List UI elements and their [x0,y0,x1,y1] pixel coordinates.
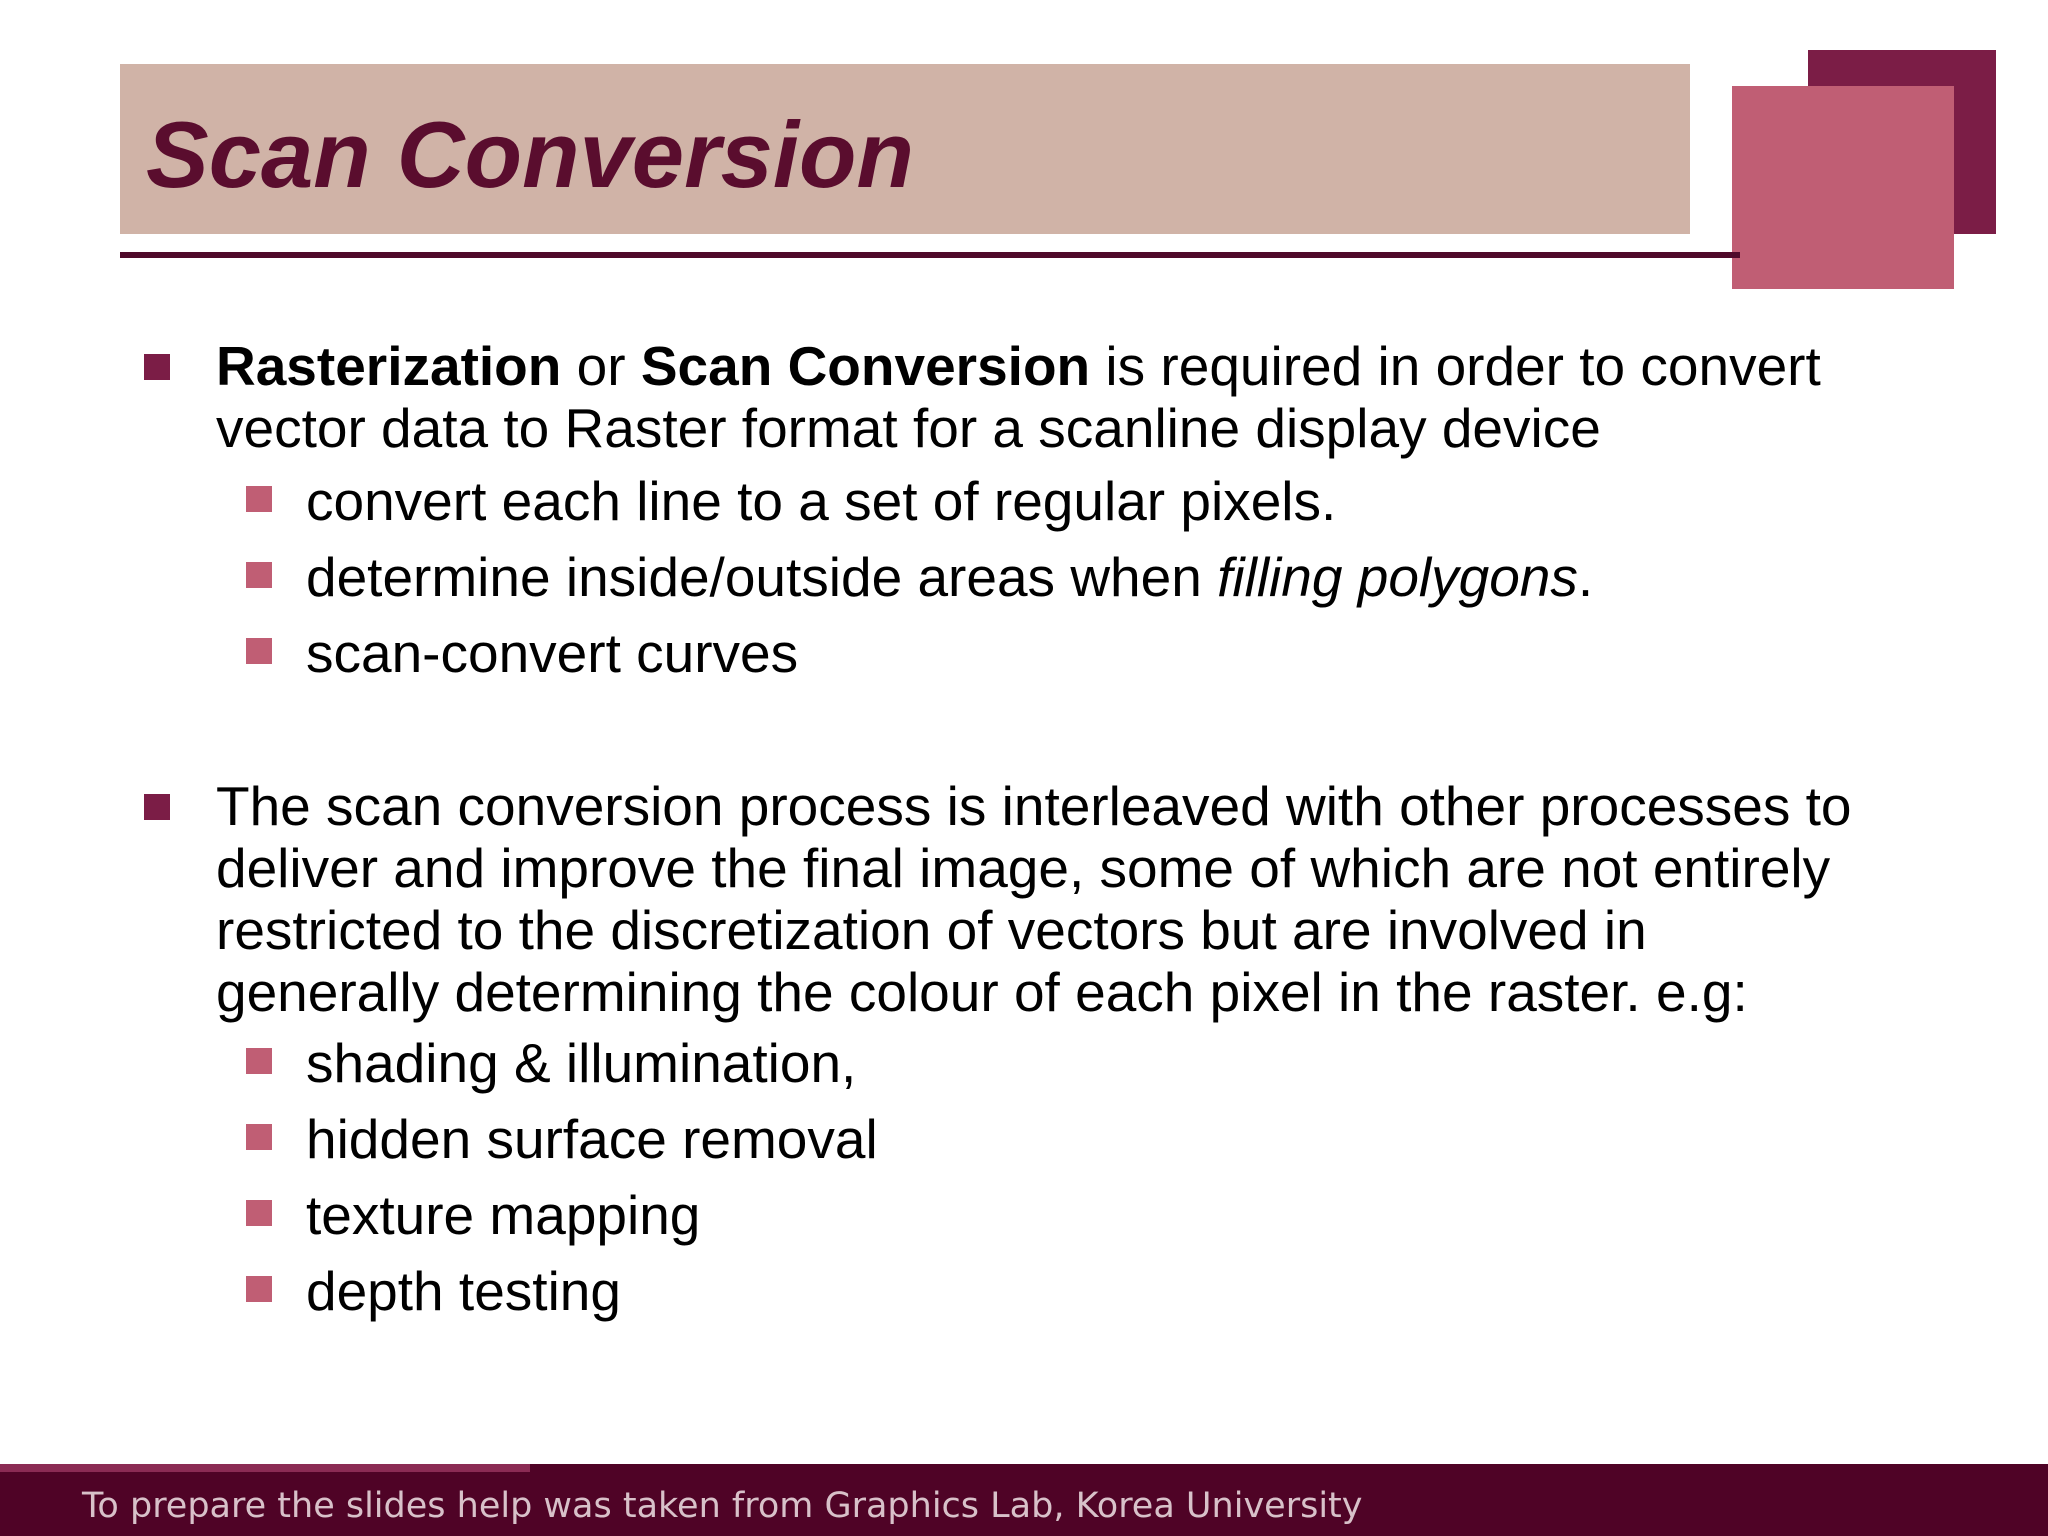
sub-list-item [306,1032,1906,1108]
italic-filling-polygons: filling polygons [1217,546,1578,608]
sub-square-bullet-icon [246,562,272,588]
main-bullet-rasterization [216,335,1936,459]
sub-item-text: shading & illumination, [306,1032,857,1094]
bullet-text-line: generally determining the colour of each pixel in the raster. e.g: [216,961,1748,1023]
sub-item-text: determine inside/outside areas when filling polygons. [306,546,1594,608]
sub-square-bullet-icon [246,1276,272,1302]
main-bullet-process [216,775,1936,1023]
footer-accent-bar [0,1464,530,1472]
bullet-text-line [216,335,1936,397]
slide-footer [0,1464,2048,1536]
sub-item-text: scan-convert curves [306,622,799,684]
square-bullet-icon [144,354,170,380]
bold-term-scan-conversion: Scan Conversion [640,335,1091,397]
sub-square-bullet-icon [246,1048,272,1074]
square-bullet-icon [144,794,170,820]
process-sub-list [306,1032,1906,1336]
sub-list-item [306,470,1906,546]
bullet-text-continuation: is required in order to convert [1090,335,1821,397]
sub-square-bullet-icon [246,1124,272,1150]
sub-list-item [306,1260,1906,1336]
bullet-text-line: vector data to Raster format for a scanline display device [216,397,1601,459]
slide-title: Scan Conversion [146,102,914,207]
sub-list-item [306,1184,1906,1260]
sub-square-bullet-icon [246,486,272,512]
sub-item-text: hidden surface removal [306,1108,878,1170]
bold-term-rasterization: Rasterization [216,335,562,397]
sub-item-text: depth testing [306,1260,621,1322]
bullet-text-line: restricted to the discretization of vectors but are involved in [216,899,1647,961]
sub-square-bullet-icon [246,638,272,664]
sub-item-text: texture mapping [306,1184,701,1246]
sub-list-item [306,622,1906,698]
sub-list-item [306,546,1906,622]
rasterization-sub-list [306,470,1906,698]
sub-square-bullet-icon [246,1200,272,1226]
bullet-text-line: deliver and improve the final image, some of which are not entirely [216,837,1831,899]
footer-credit: To prepare the slides help was taken from Graphics Lab, Korea University [82,1486,1363,1526]
bullet-text-line: The scan conversion process is interleaved with other processes to [216,775,1852,837]
connector-text: or [561,335,641,397]
sub-list-item [306,1108,1906,1184]
sub-item-text: convert each line to a set of regular pixels. [306,470,1337,532]
